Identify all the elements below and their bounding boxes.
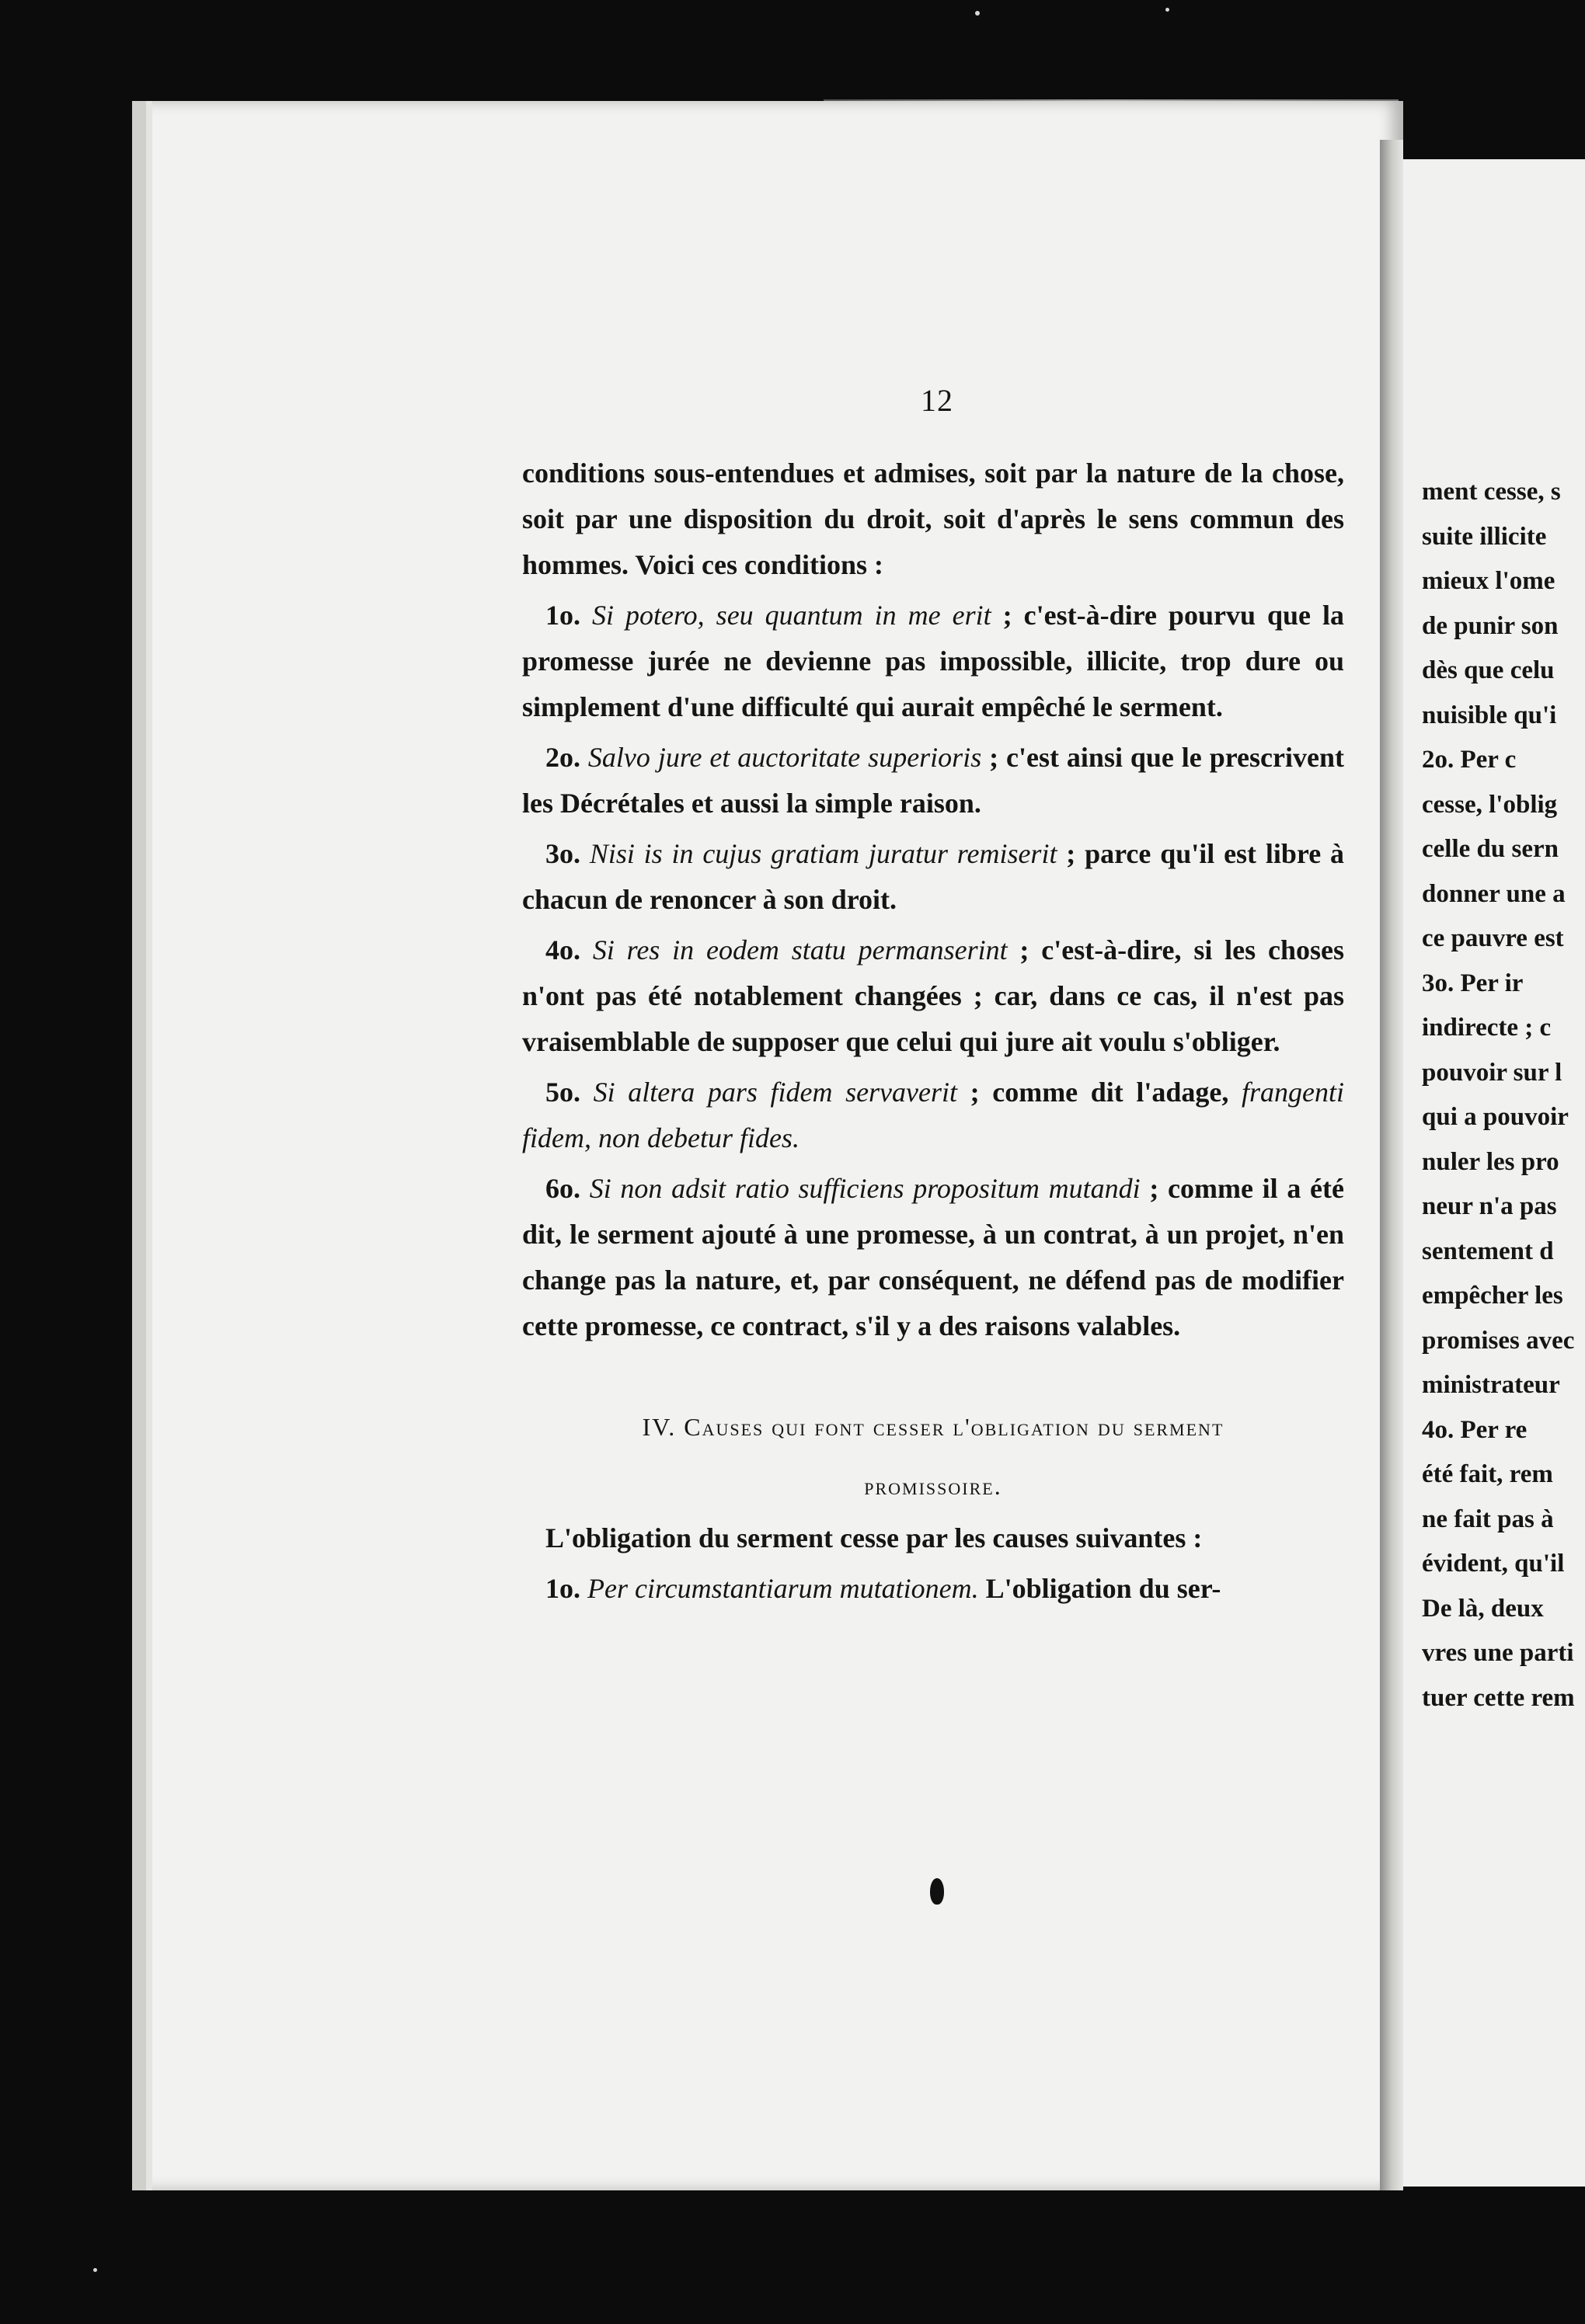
right-line: nuler les pro bbox=[1422, 1147, 1559, 1176]
right-line: sentement d bbox=[1422, 1237, 1554, 1265]
right-line: mieux l'ome bbox=[1422, 567, 1555, 595]
right-line: dès que celu bbox=[1422, 656, 1555, 684]
right-line: De là, deux bbox=[1422, 1594, 1544, 1623]
condition-item: 2o. Salvo jure et auctoritate superioris ; c'est ainsi que le prescrivent les Décrétales et aussi la simple raison. bbox=[522, 742, 1344, 819]
page-number: 12 bbox=[921, 383, 953, 418]
right-line: ce pauvre est bbox=[1422, 924, 1564, 952]
right-line: donner une a bbox=[1422, 879, 1566, 908]
right-line: indirecte ; c bbox=[1422, 1014, 1552, 1042]
right-line: 3o. Per ir bbox=[1422, 969, 1524, 997]
section-intro: L'obligation du serment cesse par les causes suivantes : bbox=[545, 1522, 1203, 1553]
right-line: empêcher les bbox=[1422, 1282, 1563, 1310]
dust-speck bbox=[93, 2268, 97, 2272]
section-heading bbox=[522, 1397, 1344, 1515]
right-line: celle du sern bbox=[1422, 835, 1559, 863]
section-heading-line1: IV. Causes qui font cesser l'obligation du serment bbox=[642, 1413, 1224, 1441]
right-line: ment cesse, s bbox=[1422, 478, 1561, 506]
right-line: nuisible qu'i bbox=[1422, 701, 1557, 729]
right-line: ne fait pas à bbox=[1422, 1505, 1554, 1533]
condition-item: 5o. Si altera pars fidem servaverit ; comme dit l'adage, frangenti fidem, non debetur fides. bbox=[522, 1077, 1345, 1153]
right-line: pouvoir sur l bbox=[1422, 1058, 1562, 1087]
right-line: ministrateur bbox=[1422, 1371, 1560, 1399]
right-line: cesse, l'oblig bbox=[1422, 790, 1558, 819]
page-body bbox=[522, 451, 1344, 1612]
right-line: promises avec bbox=[1422, 1326, 1575, 1355]
section-heading-line2: promissoire. bbox=[864, 1472, 1002, 1500]
right-line: vres une parti bbox=[1422, 1639, 1574, 1667]
dust-speck bbox=[975, 11, 980, 16]
condition-item: 1o. Si potero, seu quantum in me erit ; c'est-à-dire pourvu que la promesse jurée ne devienne pas impossible, illicite, trop dure ou simplement d'une difficulté qui aurait empêché le serment. bbox=[522, 600, 1344, 722]
intro-paragraph: conditions sous-entendues et admises, soit par la nature de la chose, soit par une disposition du droit, soit d'après le sens commun des hommes. Voici ces conditions : bbox=[522, 457, 1344, 580]
right-line: 4o. Per re bbox=[1422, 1415, 1528, 1444]
dust-speck bbox=[1165, 8, 1169, 12]
right-line: tuer cette rem bbox=[1422, 1683, 1575, 1712]
right-line: qui a pouvoir bbox=[1422, 1103, 1569, 1131]
right-line: évident, qu'il bbox=[1422, 1550, 1565, 1578]
right-line: été fait, rem bbox=[1422, 1460, 1553, 1488]
right-line: 2o. Per c bbox=[1422, 746, 1517, 774]
book-gutter bbox=[1380, 140, 1403, 2190]
right-line: de punir son bbox=[1422, 611, 1559, 640]
right-line: suite illicite bbox=[1422, 522, 1547, 551]
page-ornament-mark bbox=[930, 1878, 944, 1905]
cause-item: 1o. Per circumstantiarum mutationem. L'obligation du ser- bbox=[545, 1573, 1221, 1604]
right-page-text bbox=[1422, 470, 1585, 1720]
condition-item: 4o. Si res in eodem statu permanserint ; c'est-à-dire, si les choses n'ont pas été notablement changées ; car, dans ce cas, il n'est pas vraisemblable de supposer que celui qui jure ait voulu s'obliger. bbox=[522, 934, 1344, 1057]
right-line: neur n'a pas bbox=[1422, 1192, 1557, 1220]
condition-item: 3o. Nisi is in cujus gratiam juratur remiserit ; parce qu'il est libre à chacun de renoncer à son droit. bbox=[522, 838, 1345, 915]
condition-item: 6o. Si non adsit ratio sufficiens propositum mutandi ; comme il a été dit, le serment ajouté à une promesse, à un contrat, à un projet, n'en change pas la nature, et, par conséquent, ne défend pas de modifier cette promesse, ce contract, s'il y a des raisons valables. bbox=[522, 1173, 1345, 1341]
